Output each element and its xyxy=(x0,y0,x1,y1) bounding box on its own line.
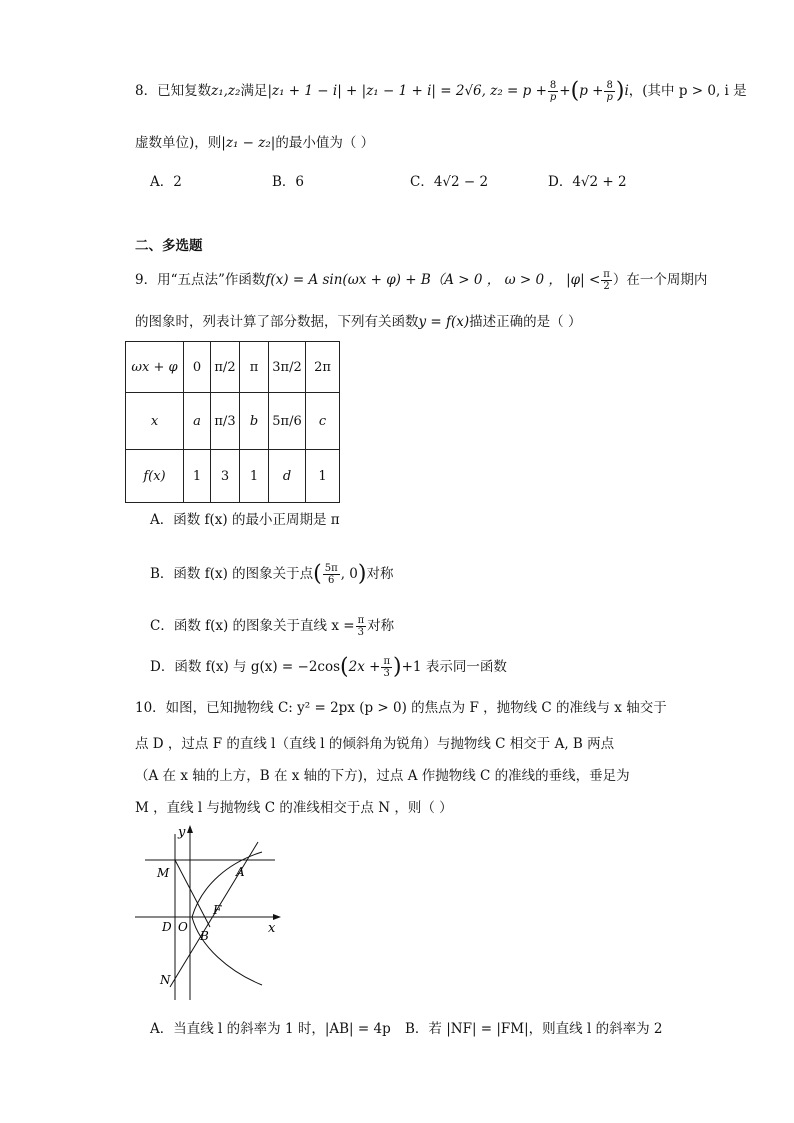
q9-option-c-text: C．函数 f(x) 的图象关于直线 x = xyxy=(150,618,355,634)
label-o: O xyxy=(178,920,188,934)
label-a: A xyxy=(236,865,245,879)
label-d: D xyxy=(162,920,172,934)
q9-option-c[interactable] xyxy=(150,615,394,638)
table-row xyxy=(126,450,340,503)
q9-option-b-text: B．函数 f(x) 的图象关于点 xyxy=(150,566,314,582)
q8-frac1: $\frac{8}{p}$ xyxy=(549,80,557,103)
q9-value-table xyxy=(125,341,340,503)
q10-line3: （A 在 x 轴的上方，B 在 x 轴的下方)，过点 A 作抛物线 C 的准线的垂线，垂足为 xyxy=(135,768,630,784)
table-cell: 3π/2 xyxy=(269,342,306,393)
table-cell: x xyxy=(126,393,184,450)
table-cell: b xyxy=(240,393,269,450)
label-f: F xyxy=(213,903,222,917)
q8-z2def: , z₂ = p + xyxy=(481,83,547,99)
q9-line2 xyxy=(135,312,581,332)
q9-option-d-frac: $\frac{\pi}{3}$ xyxy=(383,656,391,679)
table-cell: f(x) xyxy=(126,450,184,503)
q8-frac2: $\frac{8}{p}$ xyxy=(606,80,613,103)
q8-intro: 已知复数 xyxy=(157,83,212,99)
table-cell: 3 xyxy=(211,450,240,503)
q10-line2: 点 D ，过点 F 的直线 l（直线 l 的倾斜角为锐角）与抛物线 C 相交于 A, B 两点 xyxy=(135,736,615,752)
q8-abs-equation: |z₁ + 1 − i| + |z₁ − 1 + i| = 2√6 xyxy=(267,83,482,99)
q8-option-b[interactable]: B．6 xyxy=(272,174,305,190)
q9-line1 xyxy=(135,269,707,292)
q8-frac2-pre: p + xyxy=(579,83,604,99)
table-cell: a xyxy=(184,393,211,450)
q8-i: i xyxy=(624,83,629,99)
table-cell: 2π xyxy=(306,342,340,393)
q9-option-d[interactable]: D．函数 f(x) 与 g(x) = −2cos(2x + $\frac{\pi}{3}$ )+1 表示同一函数 xyxy=(150,654,507,680)
x-axis-arrow xyxy=(273,914,281,920)
table-cell: 1 xyxy=(306,450,340,503)
q8-note: ，(其中 p > 0, i 是 xyxy=(628,83,747,99)
q10-line4: M ，直线 l 与抛物线 C 的准线相交于点 N ，则（ ） xyxy=(135,800,453,816)
label-n: N xyxy=(160,973,171,987)
q9-line2-end: 描述正确的是（ ） xyxy=(469,314,582,330)
q8-z12: z₁,z₂ xyxy=(211,83,241,99)
table-cell: d xyxy=(269,450,306,503)
q9-option-b[interactable]: B．函数 f(x) 的图象关于点( $\frac{5\pi}{6}$ , 0)对称 xyxy=(150,561,394,587)
q8-line1: 8．已知复数z₁,z₂满足|z₁ + 1 − i| + |z₁ − 1 + i| = 2√6, z₂ = p + $\frac{8}{p}$ +(p + $\frac{8}{p}$ )i，(其中 p > 0, i 是 xyxy=(135,78,747,104)
label-x: x xyxy=(268,921,276,936)
q8-abs-diff: |z₁ − z₂| xyxy=(221,135,276,151)
q8-option-c[interactable]: C．4√2 − 2 xyxy=(410,174,489,190)
q8-line2-text: 虚数单位)，则 xyxy=(135,135,222,151)
q9-func: f(x) = A sin(ωx + φ) + B xyxy=(265,272,431,288)
table-row xyxy=(126,393,340,450)
q8-number: 8． xyxy=(135,83,158,99)
q9-intro: 9．用“五点法”作函数 xyxy=(135,272,266,288)
table-cell: 5π/6 xyxy=(269,393,306,450)
parabola-curve xyxy=(192,852,262,985)
q10-parabola-figure xyxy=(130,822,290,1007)
q9-line2-func: y = f(x) xyxy=(418,314,470,330)
q9-option-c-frac: $\frac{\pi}{3}$ xyxy=(357,615,365,638)
q8-option-a[interactable]: A．2 xyxy=(150,174,182,190)
table-cell: c xyxy=(306,393,340,450)
q9-option-b-frac: $\frac{5\pi}{6}$ xyxy=(324,563,338,586)
q10-option-a[interactable]: A．当直线 l 的斜率为 1 时，|AB| = 4p xyxy=(150,1021,391,1037)
label-b: B xyxy=(200,929,209,943)
q9-option-b-end: 对称 xyxy=(366,566,394,582)
q9-pi-over-2: $\frac{\pi}{2}$ xyxy=(603,269,610,292)
label-y: y xyxy=(178,825,186,840)
q8-option-d[interactable]: D．4√2 + 2 xyxy=(548,174,627,190)
q9-option-a[interactable]: A．函数 f(x) 的最小正周期是 π xyxy=(150,512,340,528)
q9-option-d-mid: 2x + xyxy=(348,659,381,675)
table-cell: 1 xyxy=(184,450,211,503)
q9-line1-end: ）在一个周期内 xyxy=(612,272,708,288)
q8-line2 xyxy=(135,133,374,153)
q9-option-c-end: 对称 xyxy=(367,618,395,634)
label-m: M xyxy=(157,866,170,880)
table-cell: π/2 xyxy=(211,342,240,393)
y-axis-arrow xyxy=(187,825,193,833)
q9-line2-text: 的图象时，列表计算了部分数据，下列有关函数 xyxy=(135,314,419,330)
q9-option-d-end: +1 表示同一函数 xyxy=(401,659,507,675)
table-row xyxy=(126,342,340,393)
q10-option-b[interactable]: B．若 |NF| = |FM|，则直线 l 的斜率为 2 xyxy=(405,1021,663,1037)
table-cell: ωx + φ xyxy=(126,342,184,393)
table-cell: π xyxy=(240,342,269,393)
q10-line1: 10．如图，已知抛物线 C: y² = 2px (p > 0) 的焦点为 F ，抛物线 C 的准线与 x 轴交于 xyxy=(135,700,667,716)
q8-cond: 满足 xyxy=(240,83,268,99)
q9-option-b-post: , 0 xyxy=(340,566,358,582)
section-title: 二、多选题 xyxy=(135,238,203,254)
table-cell: 0 xyxy=(184,342,211,393)
table-cell: π/3 xyxy=(211,393,240,450)
q9-cond: （A > 0 ， ω > 0 ， |φ| < xyxy=(430,272,601,288)
table-cell: 1 xyxy=(240,450,269,503)
q9-option-d-text: D．函数 f(x) 与 g(x) = −2cos xyxy=(150,659,341,675)
q8-line2-end: 的最小值为（ ） xyxy=(275,135,375,151)
q8-plus: + xyxy=(559,83,571,99)
